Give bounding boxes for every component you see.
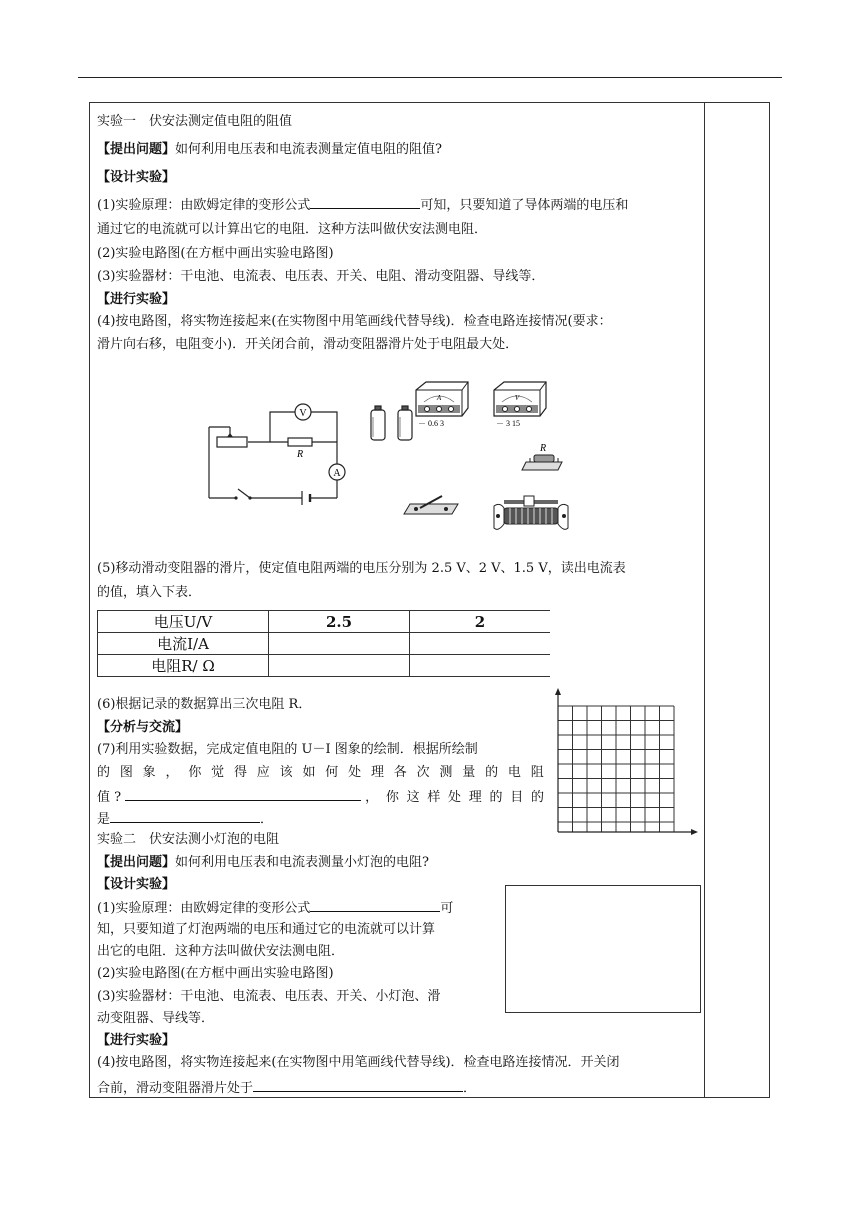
- voltmeter-device-icon: [490, 380, 552, 430]
- exp2-materials-cont: 动变阻器、导线等．: [97, 1011, 215, 1026]
- exp1-title: 实验一 伏安法测定值电阻的阻值: [97, 114, 293, 129]
- exp1-materials: (3)实验器材：干电池、电流表、电压表、开关、电阻、滑动变阻器、导线等．: [97, 269, 545, 284]
- voltmeter-scale: － 3 15: [496, 419, 520, 428]
- row-label-voltage: 电压U/V: [98, 611, 269, 633]
- table-row: [98, 633, 551, 655]
- exp2-circuit-note: (2)实验电路图(在方框中画出实验电路图): [97, 966, 334, 981]
- exp1-principle: (1)实验原理：由欧姆定律的变形公式 可知，只要知道了导体两端的电压和: [97, 198, 629, 213]
- exp1-step7-line3: 值 ? ， 你 这 样 处 理 的 目 的: [97, 790, 544, 805]
- exp2-principle: (1)实验原理：由欧姆定律的变形公式 可: [97, 901, 454, 916]
- table-row: [98, 611, 551, 633]
- answer-blank-1[interactable]: [125, 788, 361, 801]
- exp1-step6: (6)根据记录的数据算出三次电阻 R．: [97, 697, 312, 712]
- table-cell[interactable]: 2: [410, 611, 551, 633]
- ui-graph-grid[interactable]: [548, 686, 700, 838]
- rheostat-device-icon: [490, 492, 572, 538]
- circuit-diagram: [200, 395, 370, 510]
- exp1-step7: (7)利用实验数据，完成定值电阻的 U－I 图象的绘制．根据所绘制: [97, 742, 478, 757]
- ammeter-scale: － 0.6 3: [418, 419, 444, 428]
- table-cell[interactable]: 2.5: [269, 611, 410, 633]
- exp1-step4-cont: 滑片向右移，电阻变小)．开关闭合前，滑动变阻器滑片处于电阻最大处．: [97, 337, 519, 352]
- formula-blank-1[interactable]: [310, 196, 420, 209]
- svg-text:R: R: [540, 443, 547, 454]
- voltmeter-symbol: V: [299, 408, 307, 419]
- formula-blank-2[interactable]: [310, 899, 440, 912]
- resistor-symbol: R: [296, 449, 304, 460]
- exp1-question: 【提出问题】如何利用电压表和电流表测量定值电阻的阻值?: [97, 142, 442, 157]
- battery-icon: [368, 405, 418, 443]
- switch-device-icon: [402, 492, 460, 518]
- exp1-principle-cont: 通过它的电流就可以计算出它的电阻．这种方法叫做伏安法测电阻．: [97, 222, 488, 237]
- exp2-proceed-tag: 【进行实验】: [97, 1033, 176, 1048]
- resistor-device-icon: [518, 440, 568, 472]
- data-table: [97, 610, 550, 677]
- exp2-question: 【提出问题】如何利用电压表和电流表测量小灯泡的电阻?: [97, 855, 429, 870]
- exp1-step5-cont: 的值，填入下表．: [97, 585, 202, 600]
- exp1-analysis-tag: 【分析与交流】: [97, 720, 189, 735]
- answer-blank-2[interactable]: [110, 810, 260, 823]
- exp2-step4-cont: 合前，滑动变阻器滑片处于 ．: [97, 1081, 477, 1096]
- table-cell[interactable]: [410, 655, 551, 677]
- row-label-resistance: 电阻R/ Ω: [98, 655, 269, 677]
- answer-blank-3[interactable]: [253, 1079, 463, 1092]
- exp1-step5: (5)移动滑动变阻器的滑片，使定值电阻两端的电压分别为 2.5 V、2 V、1.5 V，读出电流表: [97, 561, 626, 576]
- svg-text:A: A: [436, 394, 442, 402]
- exp2-principle-end: 出它的电阻．这种方法叫做伏安法测电阻．: [97, 944, 345, 959]
- table-cell[interactable]: [269, 655, 410, 677]
- exp1-design-tag: 【设计实验】: [97, 170, 176, 185]
- column-divider: [704, 102, 705, 1098]
- ammeter-symbol: A: [333, 468, 341, 479]
- exp1-proceed-tag: 【进行实验】: [97, 292, 176, 307]
- circuit-drawing-box[interactable]: [505, 885, 701, 1013]
- row-label-current: 电流I/A: [98, 633, 269, 655]
- table-cell[interactable]: [410, 633, 551, 655]
- ammeter-device-icon: [412, 380, 474, 430]
- exp1-step7-line2: 的 图 象 ， 你 觉 得 应 该 如 何 处 理 各 次 测 量 的 电 阻: [97, 765, 544, 780]
- header-rule: [78, 77, 782, 78]
- exp1-step7-line4: 是 ．: [97, 812, 274, 827]
- exp1-step4: (4)按电路图，将实物连接起来(在实物图中用笔画线代替导线)．检查电路连接情况(要求：: [97, 314, 612, 329]
- exp2-principle-cont: 知，只要知道了灯泡两端的电压和通过它的电流就可以计算: [97, 922, 436, 937]
- exp1-circuit-note: (2)实验电路图(在方框中画出实验电路图): [97, 246, 334, 261]
- svg-text:V: V: [514, 394, 520, 402]
- exp2-step4: (4)按电路图，将实物连接起来(在实物图中用笔画线代替导线)．检查电路连接情况．开关闭: [97, 1055, 620, 1070]
- exp2-materials: (3)实验器材：干电池、电流表、电压表、开关、小灯泡、滑: [97, 989, 441, 1004]
- table-row: [98, 655, 551, 677]
- exp2-design-tag: 【设计实验】: [97, 877, 176, 892]
- exp2-title: 实验二 伏安法测小灯泡的电阻: [97, 832, 280, 847]
- table-cell[interactable]: [269, 633, 410, 655]
